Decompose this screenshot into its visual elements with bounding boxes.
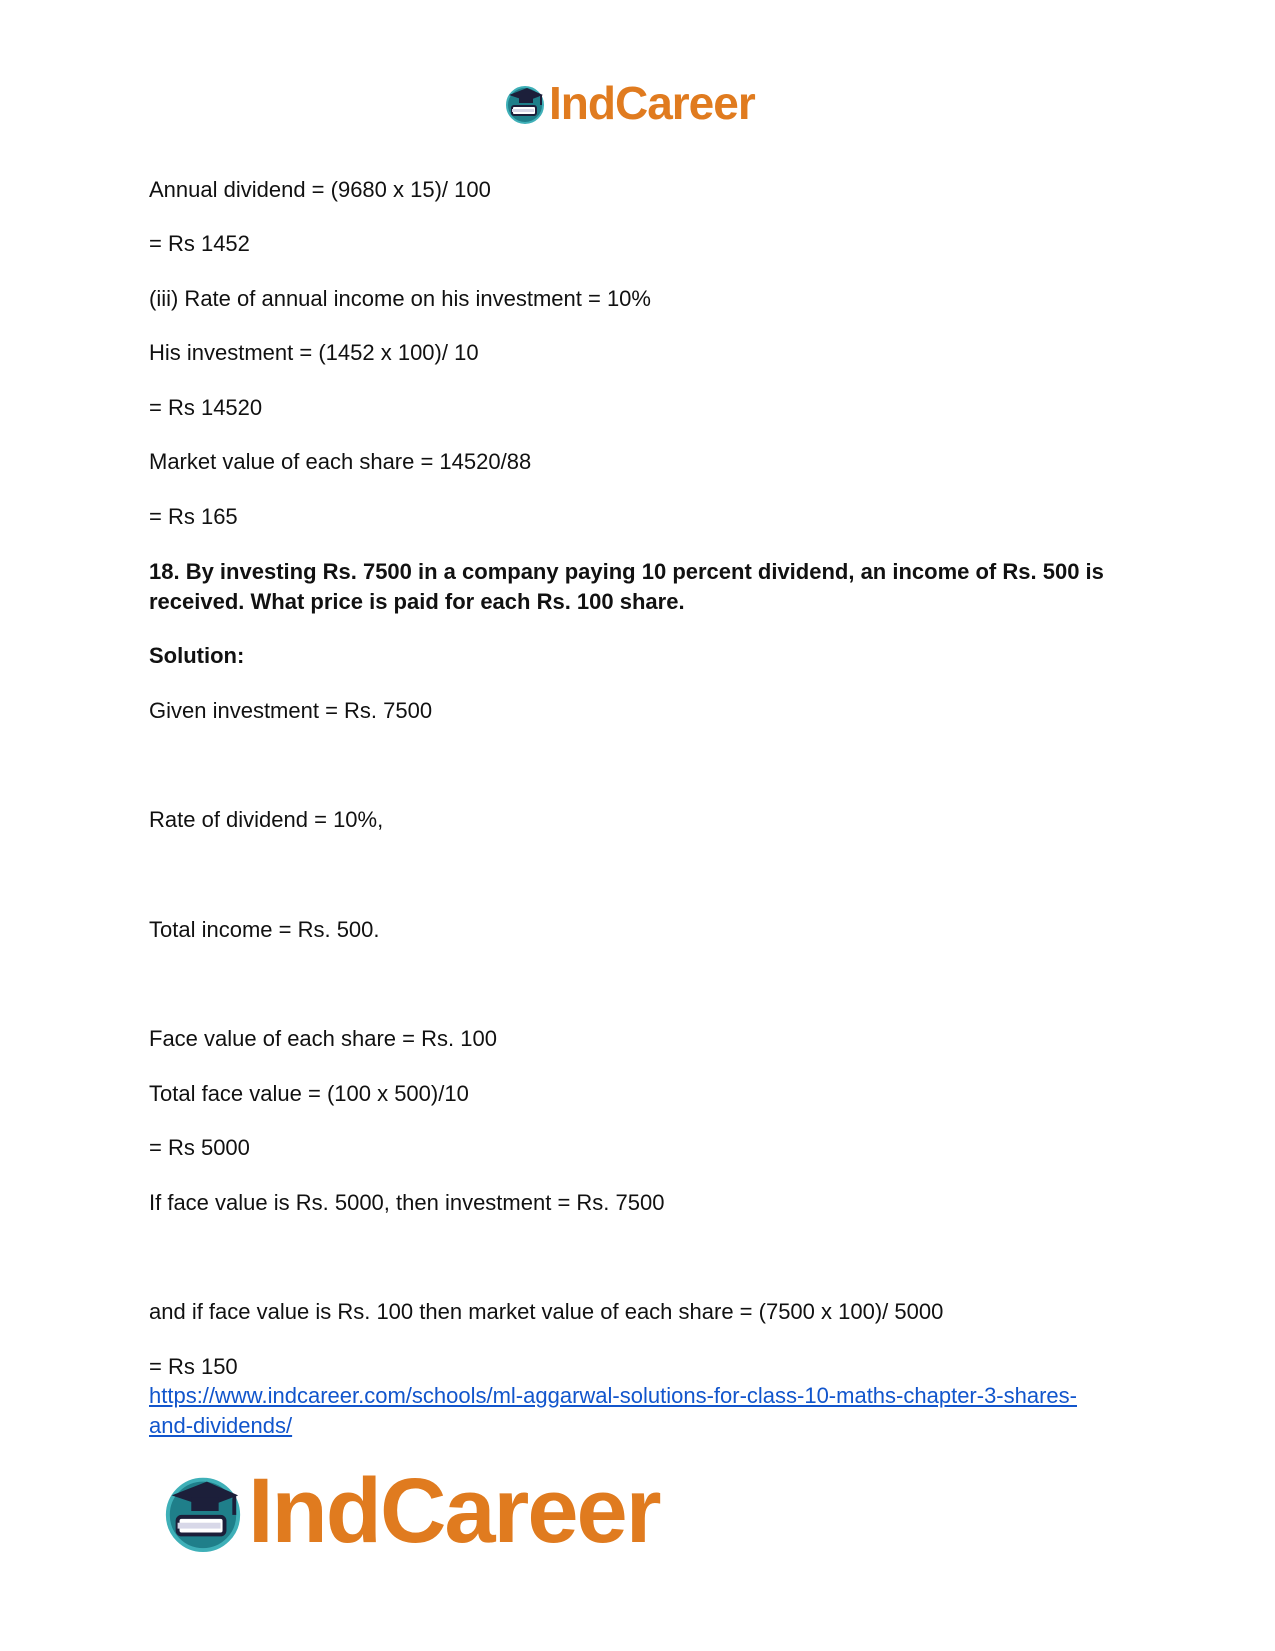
graduation-book-icon <box>503 81 547 125</box>
text-line: = Rs 165 <box>149 504 238 529</box>
text-line: Market value of each share = 14520/88 <box>149 449 532 474</box>
text-line: = Rs 150 <box>149 1354 238 1379</box>
text-line: = Rs 5000 <box>149 1135 250 1160</box>
text-line: = Rs 14520 <box>149 395 263 420</box>
brand-wordmark: IndCareer <box>549 77 755 129</box>
text-line: Given investment = Rs. 7500 <box>149 698 433 723</box>
text-line: His investment = (1452 x 100)/ 10 <box>149 340 479 365</box>
text-line: Annual dividend = (9680 x 15)/ 100 <box>149 177 491 202</box>
header-logo <box>503 78 755 128</box>
solution-label: Solution: <box>149 643 245 668</box>
text-line: Total income = Rs. 500. <box>149 917 380 942</box>
footer-logo <box>160 1459 660 1562</box>
question-18: 18. By investing Rs. 7500 in a company paying 10 percent dividend, an income of Rs. 500 is received. What price is paid for each Rs. 100 share. <box>149 559 1104 614</box>
text-line: Rate of dividend = 10%, <box>149 807 384 832</box>
footer-source-link[interactable]: https://www.indcareer.com/schools/ml-aggarwal-solutions-for-class-10-maths-chapter-3-shares-and-dividends/ <box>149 1383 1077 1438</box>
text-line: (iii) Rate of annual income on his investment = 10% <box>149 286 651 311</box>
text-line: Total face value = (100 x 500)/10 <box>149 1081 469 1106</box>
text-line: = Rs 1452 <box>149 231 250 256</box>
graduation-book-icon <box>160 1468 246 1554</box>
text-line: and if face value is Rs. 100 then market value of each share = (7500 x 100)/ 5000 <box>149 1299 944 1324</box>
brand-wordmark: IndCareer <box>248 1459 660 1562</box>
text-line: If face value is Rs. 5000, then investment = Rs. 7500 <box>149 1190 665 1215</box>
text-line: Face value of each share = Rs. 100 <box>149 1026 497 1051</box>
